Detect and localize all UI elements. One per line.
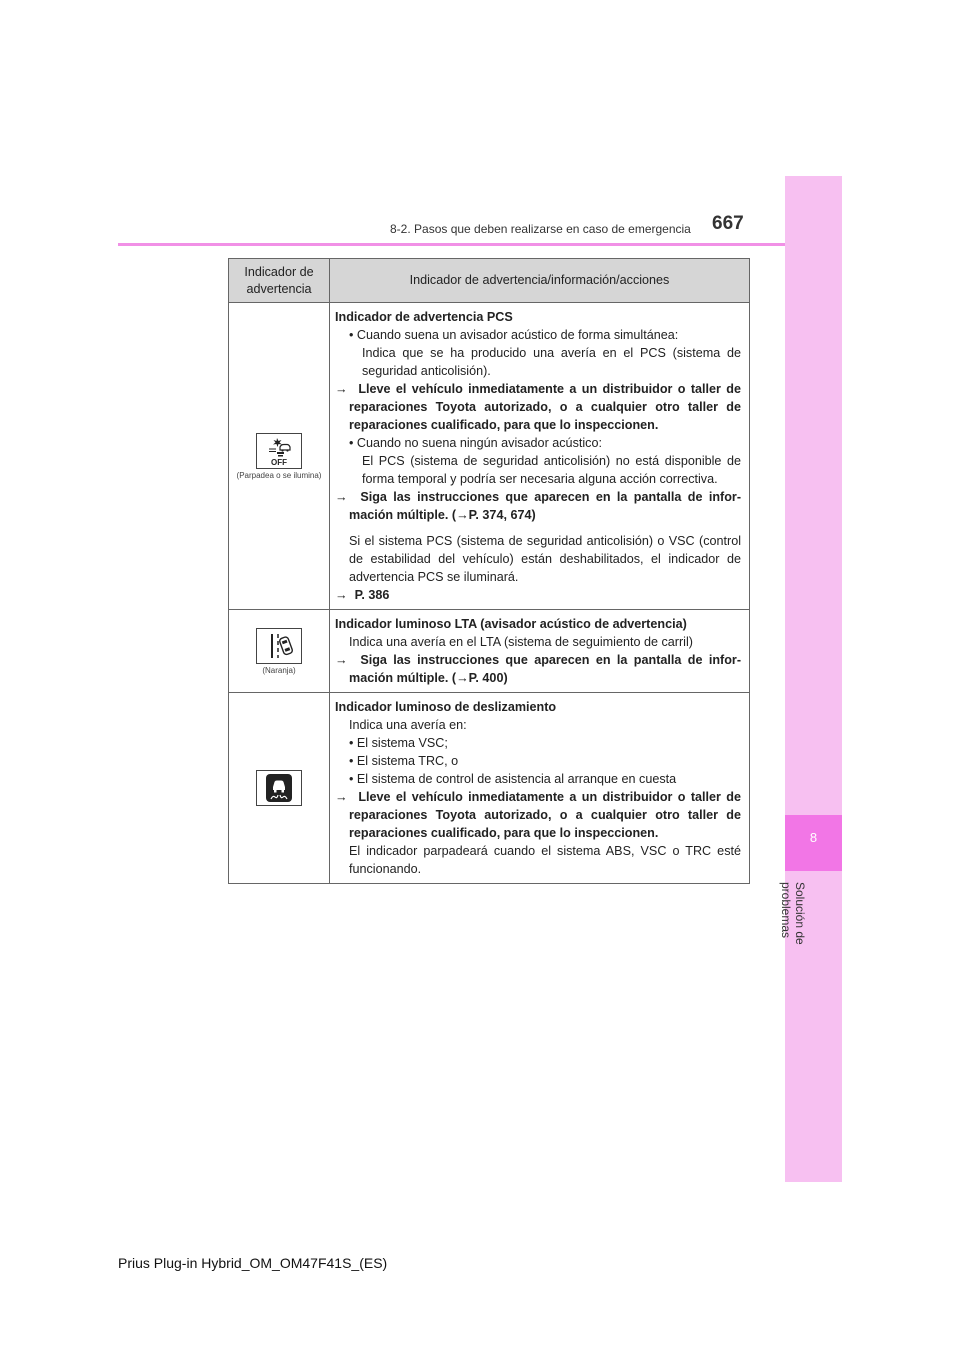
lta-lane-icon — [256, 628, 302, 664]
icon-caption: (Parpadea o se ilumina) — [236, 470, 322, 480]
chapter-title: Solución de problemas — [779, 882, 807, 945]
arrow-icon: → — [335, 588, 348, 602]
side-strip — [779, 176, 842, 1182]
table-header-row — [229, 259, 750, 303]
icon-cell — [229, 693, 330, 884]
list-item: • El sistema TRC, o — [349, 754, 459, 768]
icon-caption: (Naranja) — [262, 665, 296, 675]
section-title: 8-2. Pasos que deben realizarse en caso de emergencia — [390, 222, 691, 236]
arrow-icon: → — [456, 671, 469, 685]
action-label: Lleve el vehículo inmediatamente a un distribuidor o taller de reparaciones Toyota autorizado, o a cualquier otro taller de reparaciones cualificado, para que lo inspeccionen. — [349, 382, 742, 432]
off-label: OFF — [271, 457, 287, 467]
arrow-icon: → — [335, 490, 348, 504]
page-number: 667 — [712, 213, 744, 234]
footer-doc-id: Prius Plug-in Hybrid_OM_OM47F41S_(ES) — [118, 1255, 388, 1271]
page-ref-link[interactable]: P. 374, 674) — [468, 508, 536, 522]
header-rule — [118, 243, 785, 246]
note-text: El indicador parpadeará cuando el sistema ABS, VSC o TRC esté funcionando. — [349, 844, 741, 876]
condition-bullet: • Cuando no suena ningún avisador acústico: — [349, 436, 602, 450]
condition-text: Indica una avería en: — [349, 718, 467, 732]
slip-indicator-icon — [256, 770, 302, 806]
table-row — [229, 610, 750, 693]
warning-table — [228, 258, 750, 884]
condition-text: Indica que se ha producido una avería en el PCS (sistema de seguridad anticolisión). — [362, 346, 741, 378]
list-item: • El sistema de control de asistencia al arranque en cuesta — [349, 772, 677, 786]
arrow-icon: → — [335, 790, 348, 804]
page-ref-link[interactable]: P. 386 — [354, 588, 390, 602]
action-text — [335, 380, 741, 434]
condition-text: El PCS (sistema de seguridad anticolisión) no está disponible de forma temporal y podría ser necesaria alguna acción correctiva. — [362, 454, 741, 486]
note-text: Si el sistema PCS (sistema de seguridad anticolisión) o VSC (control de estabilidad del vehículo) están deshabilitados, el indicador de advertencia PCS se iluminará. — [349, 534, 741, 584]
action-text — [335, 788, 741, 842]
arrow-icon: → — [335, 382, 348, 396]
note-ref — [335, 586, 741, 604]
arrow-icon: → — [456, 508, 469, 522]
table-row — [229, 693, 750, 884]
icon-cell — [229, 610, 330, 693]
chapter-number: 8 — [809, 830, 818, 845]
info-cell — [330, 610, 750, 693]
indicator-title: Indicador de advertencia PCS — [335, 310, 513, 324]
icon-cell — [229, 303, 330, 610]
action-text — [335, 651, 741, 687]
page-ref-link[interactable]: P. 400) — [468, 671, 508, 685]
indicator-title: Indicador luminoso de deslizamiento — [335, 700, 557, 714]
col-header-info: Indicador de advertencia/información/acciones — [330, 259, 750, 303]
table-row — [229, 303, 750, 610]
action-text — [335, 488, 741, 524]
arrow-icon: → — [335, 653, 348, 667]
condition-text: Indica una avería en el LTA (sistema de seguimiento de carril) — [349, 635, 693, 649]
list-item: • El sistema VSC; — [349, 736, 448, 750]
col-header-indicator: Indicador de advertencia — [229, 259, 330, 303]
pcs-off-icon — [256, 433, 302, 469]
info-cell — [330, 303, 750, 610]
action-label: Siga las instrucciones que aparecen en la pantalla de información múltiple. ( — [349, 490, 742, 522]
action-label: Lleve el vehículo inmediatamente a un distribuidor o taller de reparaciones Toyota autorizado, o a cualquier otro taller de reparaciones cualificado, para que lo inspeccionen. — [349, 790, 742, 840]
indicator-title: Indicador luminoso LTA (avisador acústico de advertencia) — [335, 617, 687, 631]
info-cell — [330, 693, 750, 884]
condition-bullet: • Cuando suena un avisador acústico de forma simultánea: — [349, 328, 679, 342]
action-label: Siga las instrucciones que aparecen en la pantalla de información múltiple. ( — [349, 653, 742, 685]
